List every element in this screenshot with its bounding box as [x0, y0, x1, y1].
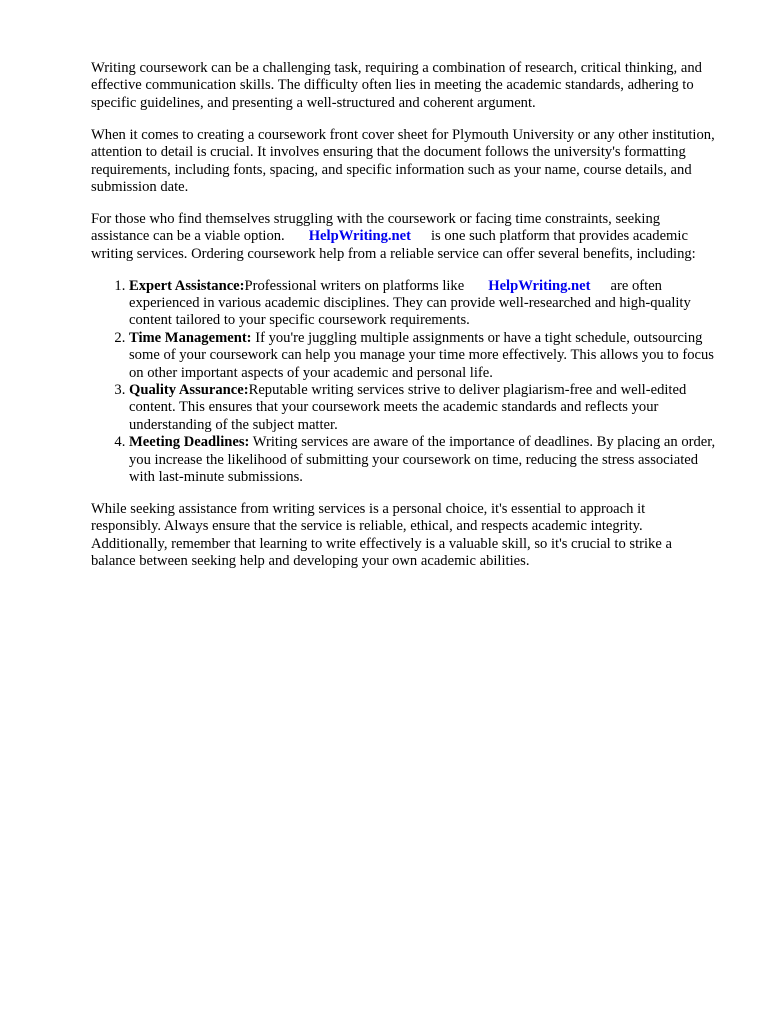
paragraph-closing: While seeking assistance from writing services is a personal choice, it's essential to approach it responsibly. Always ensure that the service is reliable, ethical, and respects academic integrity. Additionally, remember that learning to write effectively is a valuable skill, so it's crucial to strike a balance between seeking help and developing your own academic abilities.: [91, 500, 672, 570]
benefit-item-quality-assurance: [129, 382, 716, 434]
benefit-item-expert-assistance: [129, 278, 716, 330]
benefit-text: Reputable writing services strive to deliver plagiarism-free and well-edited content. This ensures that your coursework meets the academic standards and reflects your understanding of the subject matter.: [129, 382, 687, 433]
benefit-term: Quality Assurance:: [129, 382, 249, 398]
assistance-text-after: is one such platform that provides academic writing services. Ordering coursework help from a reliable service can offer several benefits, including:: [91, 228, 696, 262]
benefit-item-meeting-deadlines: [129, 434, 716, 486]
benefit-text-after: are often experienced in various academic disciplines. They can provide well-researched and high-quality content tailored to your specific coursework requirements.: [129, 277, 691, 329]
benefit-text: Writing services are aware of the importance of deadlines. By placing an order, you increase the likelihood of submitting your coursework on time, reducing the stress associated with last-minute submissions.: [129, 434, 716, 486]
benefit-item-time-management: [129, 330, 716, 382]
helpwriting-link[interactable]: HelpWriting.net: [308, 228, 411, 245]
benefit-text-before: Professional writers on platforms like: [244, 277, 465, 294]
assistance-text-before: For those who find themselves struggling with the coursework or facing time constraints, seeking assistance can be a viable option.: [91, 210, 661, 245]
benefit-term: Meeting Deadlines:: [129, 434, 250, 451]
benefit-term: Time Management:: [129, 329, 252, 346]
benefit-text: If you're juggling multiple assignments or have a tight schedule, outsourcing some of your coursework can help you manage your time more effectively. This allows you to focus on other important aspects of your academic and personal life.: [129, 329, 714, 381]
benefits-list: [91, 278, 716, 487]
paragraph-cover-sheet: When it comes to creating a coursework front cover sheet for Plymouth University or any other institution, attention to detail is crucial. It involves ensuring that the document follows the university's formatting requirements, including fonts, spacing, and specific information such as your name, course details, and submission date.: [91, 126, 715, 195]
paragraph-intro: Writing coursework can be a challenging task, requiring a combination of research, critical thinking, and effective communication skills. The difficulty often lies in meeting the academic standards, adhering to specific guidelines, and presenting a well-structured and coherent argument.: [91, 60, 702, 111]
document-page: [91, 60, 716, 585]
paragraph-assistance: [91, 211, 716, 263]
benefit-term: Expert Assistance:: [129, 277, 245, 294]
helpwriting-link[interactable]: HelpWriting.net: [488, 277, 591, 294]
